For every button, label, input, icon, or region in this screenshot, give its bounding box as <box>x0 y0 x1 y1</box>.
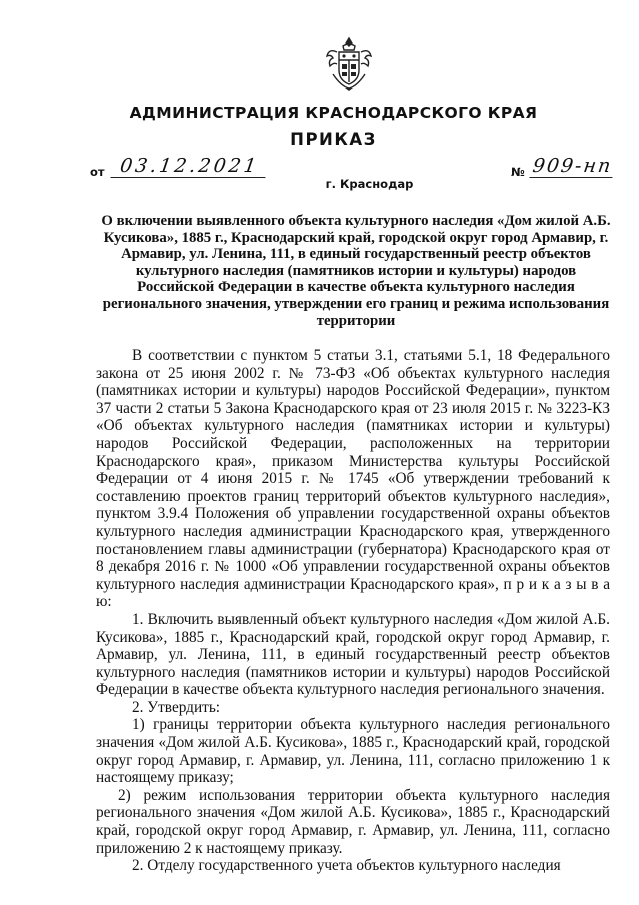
organization-name: АДМИНИСТРАЦИЯ КРАСНОДАРСКОГО КРАЯ <box>129 104 538 122</box>
clause-1-paragraph: 1. Включить выявленный объект культурного наследия «Дом жилой А.Б. Кусикова», 1885 г., Краснодарский край, городской округ город Армавир, г. Армавир, ул. Ленина, 111, в единый государственный реестр объектов культурного наследия (памятников истории и культуры) народов Российской Федерации в качестве объекта культурного наследия регионального значения. <box>96 610 610 699</box>
city-name: г. Краснодар <box>325 177 414 191</box>
date-label: от <box>90 165 105 179</box>
document-date: 03.12.2021 <box>110 155 268 178</box>
clause-2-2-paragraph: 2) режим использования территории объекта культурного наследия регионального значения «Дом жилой А.Б. Кусикова», 1885 г., Краснодарский край, городской округ город Армавир, г. Армавир, ул. Ленина, 111, согласно приложению 2 к настоящему приказу. <box>96 786 610 857</box>
clause-2-1-paragraph: 1) границы территории объекта культурного наследия регионального значения «Дом жилой А.Б. Кусикова», 1885 г., Краснодарский край, городской округ город Армавир, г. Армавир, ул. Ленина, 111, согласно приложению 1 к настоящему приказу; <box>96 716 610 787</box>
coat-of-arms-icon <box>323 34 375 92</box>
document-body <box>96 347 610 875</box>
clause-2-paragraph: 2. Утвердить: <box>132 698 221 716</box>
document-title: О включении выявленного объекта культурного наследия «Дом жилой А.Б. Кусикова», 1885 г., Краснодарский край, городской округ город Армавир, г. Армавир, ул. Ленина, 111, в единый государственный реестр объектов культурного наследия (памятников истории и культуры) народов Российской Федерации в качестве объекта культурного наследия регионального значения, утверждении его границ и режима использования территории <box>101 213 611 329</box>
number-label: № <box>511 165 525 179</box>
preamble-paragraph: В соответствии с пунктом 5 статьи 3.1, статьями 5.1, 18 Федерального закона от 25 июня 2002 г. № 73-ФЗ «Об объектах культурного наследия (памятниках истории и культуры) народов Российской Федерации», пунктом 37 части 2 статьи 5 Закона Краснодарского края от 23 июля 2015 г. № 3223-КЗ «Об объектах культурного наследия (памятниках истории и культуры) народов Российской Федерации, расположенных на территории Краснодарского края», приказом Министерства культуры Российской Федерации от 4 июня 2015 г. № 1745 «Об утверждении требований к составлению проектов границ территорий объектов культурного наследия», пунктом 3.9.4 Положения об управлении государственной охраны объектов культурного наследия администрации Краснодарского края, утвержденного постановлением главы администрации (губернатора) Краснодарского края от 8 декабря 2016 г. № 1000 «Об управлении государственной охраны объектов культурного наследия администрации Краснодарского края», п р и к а з ы в а ю: <box>96 347 610 611</box>
document-type: ПРИКАЗ <box>290 130 377 149</box>
document-number: 909-нп <box>531 155 614 177</box>
clause-3-paragraph: 2. Отделу государственного учета объектов культурного наследия <box>132 857 561 875</box>
